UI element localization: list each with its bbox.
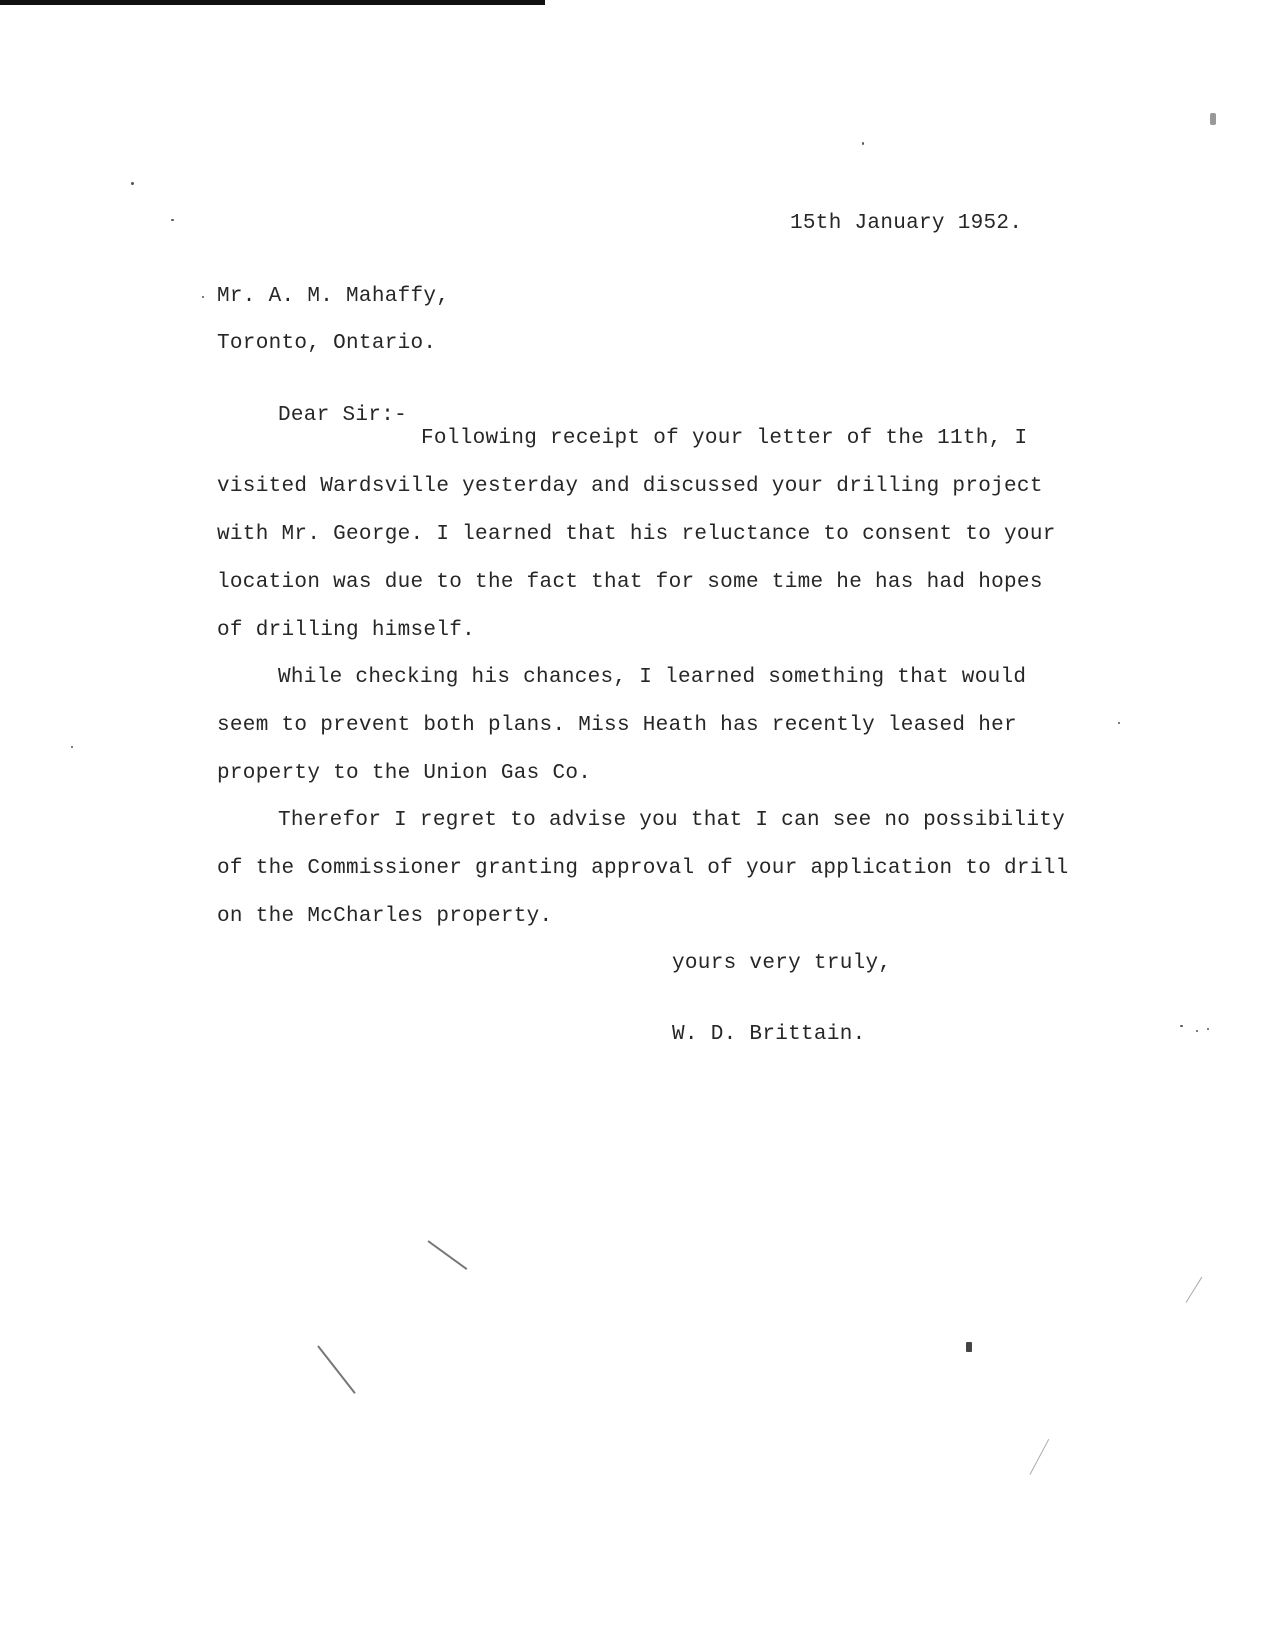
paragraph1-line: Following receipt of your letter of the 11th, I xyxy=(421,427,1028,450)
scan-speck xyxy=(1180,1025,1183,1027)
paragraph2-line: seem to prevent both plans. Miss Heath has recently leased her xyxy=(217,714,1017,737)
paragraph3-line: Therefor I regret to advise you that I can see no possibility xyxy=(278,809,1066,832)
paragraph2-line: While checking his chances, I learned something that would xyxy=(278,666,1027,689)
scan-speck xyxy=(1207,1028,1209,1030)
paragraph1-line: with Mr. George. I learned that his reluctance to consent to your xyxy=(217,523,1056,546)
signature: W. D. Brittain. xyxy=(672,1023,866,1046)
closing: yours very truly, xyxy=(672,952,892,975)
recipient-name: Mr. A. M. Mahaffy, xyxy=(217,285,450,308)
paragraph2-line: property to the Union Gas Co. xyxy=(217,762,592,785)
scan-speck xyxy=(71,746,73,748)
paragraph1-line: of drilling himself. xyxy=(217,619,476,642)
scan-speck xyxy=(1210,113,1216,125)
scan-scratch xyxy=(317,1345,356,1394)
scan-scratch xyxy=(427,1240,467,1270)
paragraph1-line: location was due to the fact that for some time he has had hopes xyxy=(217,571,1043,594)
recipient-city: Toronto, Ontario. xyxy=(217,332,437,355)
scan-speck xyxy=(966,1342,972,1352)
paragraph1-line: visited Wardsville yesterday and discussed your drilling project xyxy=(217,475,1043,498)
paragraph3-line: on the McCharles property. xyxy=(217,905,553,928)
scan-speck xyxy=(171,219,174,221)
paragraph3-line: of the Commissioner granting approval of your application to drill xyxy=(217,857,1069,880)
scan-scratch xyxy=(1030,1439,1050,1475)
scan-speck xyxy=(1196,1030,1198,1032)
scan-scratch xyxy=(1186,1277,1203,1303)
scan-speck xyxy=(131,182,134,185)
letter-date: 15th January 1952. xyxy=(790,212,1023,235)
scan-speck xyxy=(202,296,204,298)
scan-speck xyxy=(1118,722,1120,724)
salutation: Dear Sir:- xyxy=(278,404,408,427)
scan-speck xyxy=(862,142,864,145)
scan-edge-bar xyxy=(0,0,545,5)
